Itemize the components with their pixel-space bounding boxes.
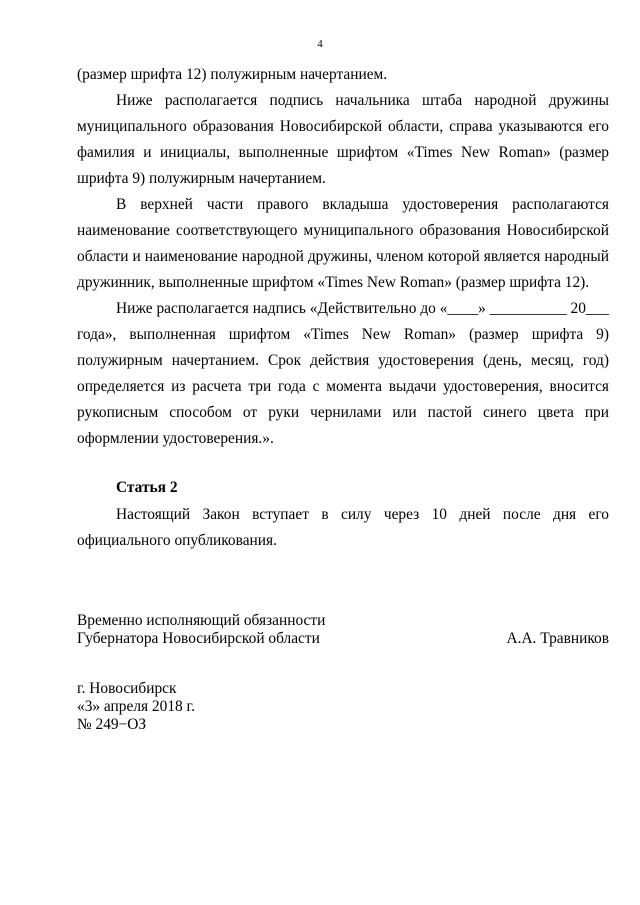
article-text: Настоящий Закон вступает в силу через 10 дней после дня его официального опубликования.: [77, 506, 609, 549]
paragraph-validity: Ниже располагается надпись «Действительно до «____» __________ 20___ года», выполненная шрифтом «Times New Roman» (размер шрифта 9) полужирным начертанием. Срок действия удостоверения (день, месяц, год) определяется из расчета три года с момента выдачи удостоверения, вносится рукописным способом от руки чернилами или пастой синего цвета при оформлении удостоверения.».: [77, 300, 609, 447]
article-heading: Статья 2: [116, 479, 178, 496]
document-body: [77, 62, 609, 452]
paragraph-continuation: (размер шрифта 12) полужирным начертанием.: [77, 66, 388, 83]
date: «3» апреля 2018 г.: [77, 698, 195, 715]
signature-block: [77, 612, 609, 648]
law-number: № 249−ОЗ: [77, 716, 147, 733]
city: г. Новосибирск: [77, 680, 177, 697]
place-date-block: [77, 680, 195, 734]
paragraph-signature-description: Ниже располагается подпись начальника штаба народной дружины муниципального образования Новосибирской области, справа указываются его фамилия и инициалы, выполненные шрифтом «Times New Roman» (размер шрифта 9) полужирным начертанием.: [77, 92, 609, 187]
signature-title-line1: Временно исполняющий обязанности: [77, 612, 326, 629]
signature-title-line2: Губернатора Новосибирской области: [77, 630, 320, 647]
signature-name: А.А. Травников: [506, 630, 609, 647]
article-body: [77, 502, 609, 554]
paragraph-right-insert: В верхней части правого вкладыша удостоверения располагаются наименование соответствующего муниципального образования Новосибирской области и наименование народной дружины, членом которой является народный дружинник, выполненные шрифтом «Times New Roman» (размер шрифта 12).: [77, 196, 609, 291]
page-number: 4: [317, 38, 323, 50]
